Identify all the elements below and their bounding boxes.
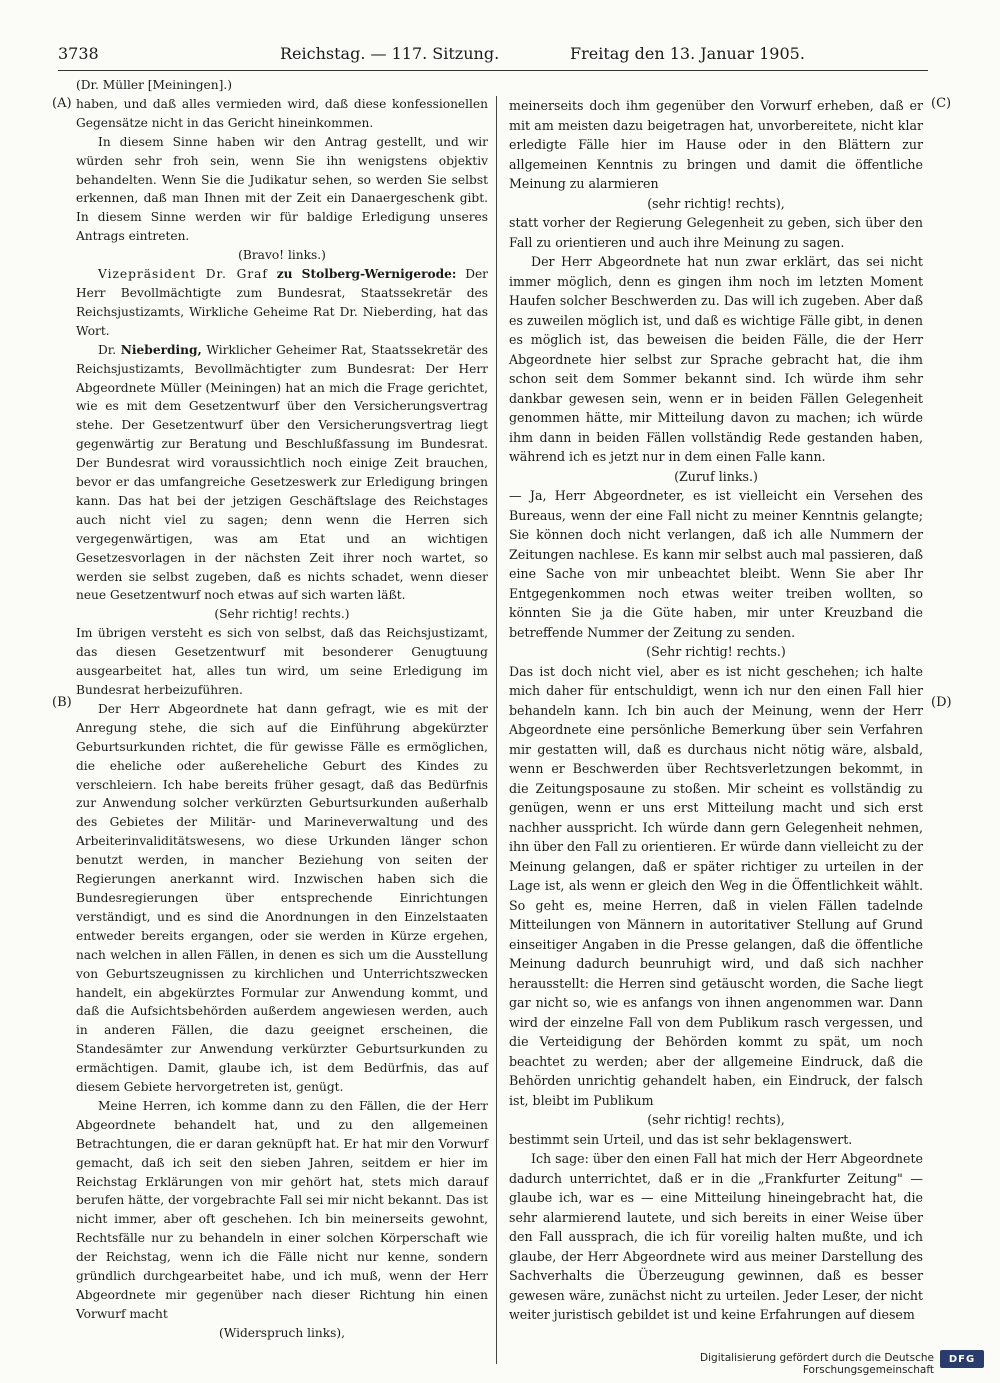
- margin-mark-b: (B): [52, 695, 72, 710]
- paragraph: Das ist doch nicht viel, aber es ist nicht geschehen; ich halte mich daher für entschuldigt, wenn ich nur den einen Fall hier behandeln kann. Ich bin auch der Meinung, wenn der Herr Abgeordnete eine persönliche Bemerkung über sein Verfahren mir gestatten will, daß es durchaus nicht nötig wäre, alsbald, wenn er Beschwerden über Rechtsverletzungen bekommt, in die Zeitungsposaune zu stoßen. Mir scheint es vollständig zu genügen, wenn er uns erst Mitteilung macht und sich erst nachher ausspricht. Ich würde dann gern Gelegenheit nehmen, ihn über den Fall zu orientieren. Er würde dann vielleicht zu der Meinung gelangen, daß er später richtiger zu urteilen in der Lage ist, als wenn er gleich den Weg in die Öffentlichkeit wählt. So geht es, meine Herren, daß in vielen Fällen tadelnde Mitteilungen von Männern in autoritativer Stellung auf Grund einseitiger Angaben in die Presse gelangen, daß die öffentliche Meinung dadurch beunruhigt wird, und daß sich nachher herausstellt: die Herren sind getäuscht worden, die Sache liegt gar nicht so, wie es anfangs von ihnen angenommen war. Dann wird der einzelne Fall von dem Publikum rasch vergessen, und die Verteidigung der Behörden kommt zu spät, um noch beachtet zu werden; aber der allgemeine Eindruck, daß die Behörden unrichtig gehandelt haben, ein Eindruck, der falsch ist, bleibt im Publikum: [509, 663, 923, 1108]
- speaker-title: Dr.: [98, 342, 117, 357]
- digitization-credit: Digitalisierung gefördert durch die Deutsche Forschungsgemeinschaft: [700, 1352, 934, 1376]
- paragraph: Im übrigen versteht es sich von selbst, daß das Reichsjustizamt, das diesen Gesetzentwurf mit besonderer Genugtuung ausgearbeitet hat, alles tun wird, um seine Erledigung im Bundesrat herbeizuführen.: [76, 626, 488, 697]
- dfg-logo: DFG: [940, 1350, 984, 1368]
- margin-mark-a: (A): [52, 96, 72, 111]
- page-number: 3738: [58, 44, 99, 63]
- speaker-label: Vizepräsident Dr. Graf: [98, 267, 268, 282]
- right-column: [509, 96, 923, 1325]
- speaker-name: Nieberding,: [120, 342, 202, 357]
- session-date: Freitag den 13. Januar 1905.: [570, 44, 805, 63]
- speaker-name: zu Stolberg-Wernigerode:: [276, 267, 457, 282]
- paragraph: Der Herr Abgeordnete hat dann gefragt, wie es mit der Anregung stehe, die sich auf die Einführung abgekürzter Geburtsurkunden richtet, die für gewisse Fälle es ermöglichen, die eheliche oder außereheliche Geburt des Kindes zu verschleiern. Ich habe bereits früher gesagt, daß das Bedürfnis zur Anwendung solcher verkürzten Geburtsurkunden außerhalb des Gebietes der Militär- und Marineverwaltung und des Arbeiterinvaliditätswesens, wo diese Urkunden länger schon benutzt werden, in mancher Beziehung von seiten der Regierungen anerkannt wird. Inzwischen haben sich die Bundesregierungen über entsprechende Einrichtungen verständigt, und es sind die Anordnungen in den Einzelstaaten entweder bereits ergangen, oder sie werden in Kürze ergehen, nach welchen in allen Fällen, in denen es sich um die Ausstellung von Geburtszeugnissen zu kirchlichen und Unterrichtszwecken handelt, ein abgekürztes Formular zur Anwendung kommt, und daß die Aufsichtsbehörden außerdem angewiesen werden, auch in anderen Fällen, die dazu geeignet erscheinen, die Standesämter zur Anwendung verkürzter Geburtsurkunden zu ermächtigen. Damit, glaube ich, ist dem Bedürfnis, das auf diesem Gebiete hervorgetreten ist, genügt.: [76, 701, 488, 1095]
- paragraph: bestimmt sein Urteil, und das ist sehr beklagenswert.: [509, 1131, 853, 1147]
- page-header: [58, 44, 928, 70]
- interjection: (sehr richtig! rechts),: [647, 1112, 785, 1127]
- running-title: Reichstag. — 117. Sitzung.: [280, 44, 500, 63]
- paragraph: In diesem Sinne haben wir den Antrag gestellt, und wir würden sehr froh sein, wenn Sie ihn wenigstens objektiv behandelten. Wenn Sie die Judikatur sehen, so werden Sie selbst erkennen, daß man Ihnen mit der Zeit ein Danaergeschenk gibt. In diesem Sinne werden wir für baldige Erledigung unseres Antrags eintreten.: [76, 134, 488, 244]
- column-divider: [496, 96, 497, 1364]
- speaker-note: (Dr. Müller [Meiningen].): [76, 78, 232, 92]
- interjection: (Widerspruch links),: [219, 1325, 345, 1340]
- speech-text: Der Herr Bevollmächtigte zum Bundesrat, Staatssekretär des Reichsjustizamts, Wirkliche Geheime Rat Dr. Nieberding, hat das Wort.: [76, 267, 488, 338]
- header-rule: [58, 70, 928, 71]
- speech-text: Wirklicher Geheimer Rat, Staatssekretär des Reichsjustizamts, Bevollmächtigter zum Bundesrat: Der Herr Abgeordnete Müller (Meiningen) hat an mich die Frage gerichtet, wie es mit dem Gesetzentwurf über den Versicherungsvertrag stehe. Der Gesetzentwurf über den Versicherungsvertrag liegt gegenwärtig zur Beratung und Beschlußfassung im Bundesrat. Der Bundesrat wird voraussichtlich noch einige Zeit brauchen, bevor er das umfangreiche Gesetzeswerk zur Erledigung bringen kann. Das hat bei der jetzigen Geschäftslage des Reichstages auch nicht viel zu sagen; denn wenn die Herren sich vergegenwärtigen, was am Etat und an wichtigen Gesetzesvorlagen in der nächsten Zeit ihrer noch wartet, so werden sie selbst zugeben, daß es nichts schadet, wenn dieser neue Gesetzentwurf noch etwas auf sich warten läßt.: [76, 342, 488, 603]
- paragraph: meinerseits doch ihm gegenüber den Vorwurf erheben, daß er mit am meisten dazu beigetragen hat, unvorbereitete, nicht klar erledigte Fälle hier im Hause oder in den Blättern zur allgemeinen Kenntnis zu bringen und damit die öffentliche Meinung zu alarmieren: [509, 98, 923, 191]
- interjection: (Sehr richtig! rechts.): [646, 644, 786, 659]
- paragraph: Meine Herren, ich komme dann zu den Fällen, die der Herr Abgeordnete behandelt hat, und zu den allgemeinen Betrachtungen, die er daran geknüpft hat. Er hat mir den Vorwurf gemacht, daß ich seit den sieben Jahren, seitdem er hier im Reichstag Erklärungen von mir gehört hat, stets mich darauf berufen hätte, der vorgebrachte Fall sei mir nicht bekannt. Das ist nicht immer, aber oft geschehen. Ich bin meinerseits gewohnt, Rechtsfälle nur zu behandeln in einer solchen Körperschaft wie der Reichstag, wenn ich die Fälle nicht nur kenne, sondern gründlich durchgearbeitet habe, und ich muß, wenn der Herr Abgeordnete mir gegenüber nach dieser Richtung hin einen Vorwurf macht: [76, 1098, 488, 1321]
- paragraph: haben, und daß alles vermieden wird, daß diese konfessionellen Gegensätze nicht in das Gericht hineinkommen.: [76, 96, 488, 130]
- paragraph: Ich sage: über den einen Fall hat mich der Herr Abgeordnete dadurch unterrichtet, daß er in die „Frankfurter Zeitung" — glaube ich, war es — eine Mitteilung hineingebracht hat, die sehr alarmierend lautete, und sich bereits in einer Weise über den Fall aussprach, die ich für voreilig halten mußte, und ich glaube, der Herr Abgeordnete wird aus meiner Darstellung des Sachverhalts die Überzeugung gewinnen, daß es besser gewesen wäre, zunächst nicht zu urteilen. Jeder Leser, der nicht weiter juristisch gebildet ist und keine Erfahrungen auf diesem: [509, 1151, 924, 1322]
- interjection: (sehr richtig! rechts),: [647, 195, 785, 211]
- interjection: (Bravo! links.): [238, 248, 326, 263]
- margin-mark-c: (C): [931, 96, 952, 111]
- paragraph: Der Herr Abgeordnete hat nun zwar erklärt, das sei nicht immer möglich, denn es gingen ihm noch im letzten Moment Haufen solcher Beschwerden zu. Das will ich zugeben. Aber daß es zuweilen möglich ist, und daß es wichtige Fälle gibt, in denen es möglich ist, das beweisen die beiden Fälle, die der Herr Abgeordnete hier selbst zur Sprache gebracht hat, die ihm schon seit dem Sommer bekannt sind. Ich würde ihm sehr dankbar gewesen sein, wenn er in beiden Fällen Gelegenheit genommen hätte, mir Mitteilung davon zu machen; ich würde ihm dann in beiden Fällen vollständig Rede gestanden haben, während ich es jetzt nur in dem einen Falle kann.: [509, 254, 923, 464]
- vice-president-paragraph: [76, 265, 488, 341]
- speaker-paragraph: [76, 341, 488, 606]
- interjection: (Zuruf links.): [674, 468, 758, 484]
- margin-mark-d: (D): [931, 695, 952, 710]
- left-column: [76, 76, 488, 1343]
- paragraph: statt vorher der Regierung Gelegenheit zu geben, sich über den Fall zu orientieren und auch ihre Meinung zu sagen.: [509, 215, 923, 250]
- paragraph: — Ja, Herr Abgeordneter, es ist vielleicht ein Versehen des Bureaus, wenn der eine Fall nicht zu meiner Kenntnis gelangte; Sie können doch nicht verlangen, daß ich alle Nummern der Zeitungen nachlese. Es kann mir selbst auch mal passieren, daß eine Sache von mir unbeachtet bleibt. Wenn Sie aber Ihr Entgegenkommen noch etwas weiter treiben wollten, so könnten Sie ja die Güte haben, mir unter Kreuzband die betreffende Nummer der Zeitung zu senden.: [509, 488, 923, 640]
- interjection: (Sehr richtig! rechts.): [214, 607, 350, 622]
